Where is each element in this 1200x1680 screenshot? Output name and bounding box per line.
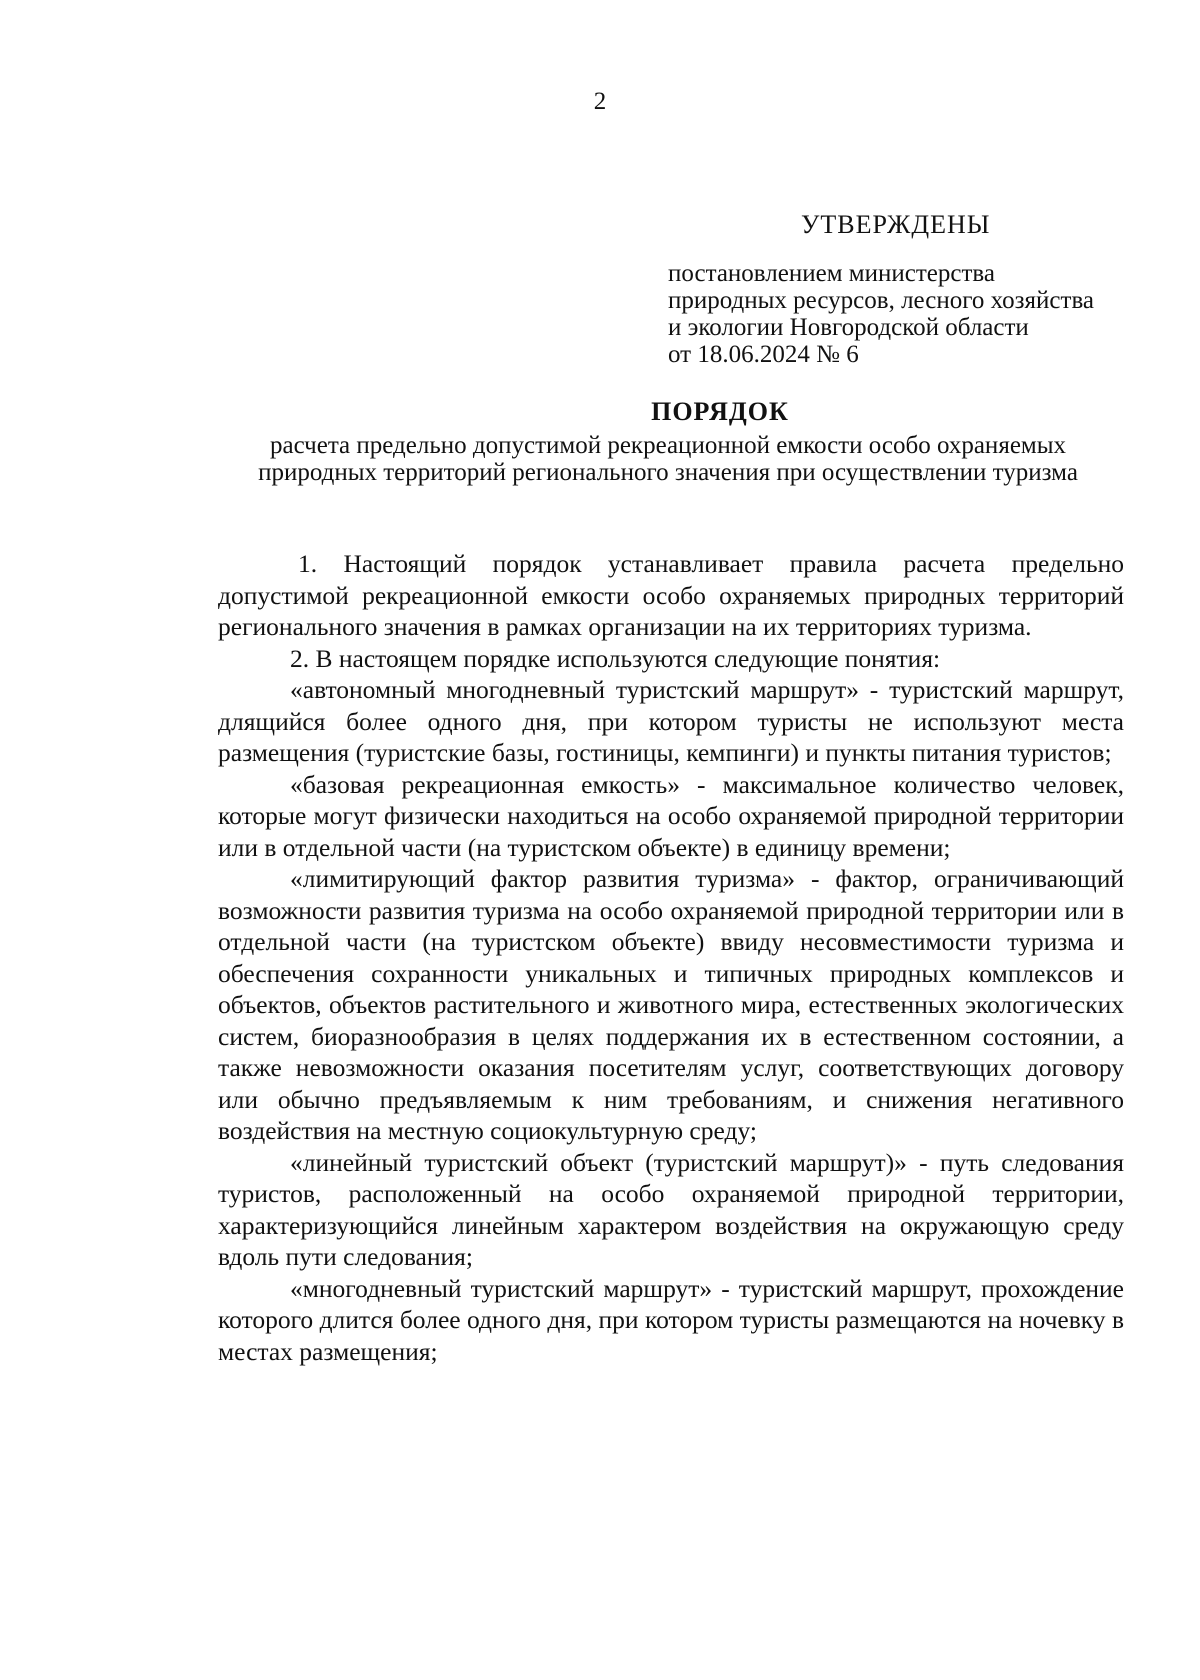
document-body	[218, 548, 1124, 1367]
approval-heading: УТВЕРЖДЕНЫ	[801, 210, 991, 239]
definition-autonomous-route: «автономный многодневный туристский маршрут» - туристский маршрут, длящийся более одного дня, при котором туристы не используют места размещения (туристские базы, гостиницы, кемпинги) и пункты питания туристов;	[218, 675, 1124, 767]
definition-multiday-route: «многодневный туристский маршрут» - туристский маршрут, прохождение которого длится более одного дня, при котором туристы размещаются на ночевку в местах размещения;	[218, 1273, 1124, 1366]
paragraph-item-1: 1. Настоящий порядок устанавливает правила расчета предельно допустимой рекреационной емкости особо охраняемых природных территорий регионального значения в рамках организации на их территориях туризма.	[218, 549, 1124, 641]
approval-line: природных ресурсов, лесного хозяйства	[668, 287, 1095, 314]
definition-base-capacity: «базовая рекреационная емкость» - максимальное количество человек, которые могут физически находиться на особо охраняемой природной территории или в отдельной части (на туристском объекте) в единицу времени;	[218, 769, 1124, 862]
paragraph-item-2: 2. В настоящем порядке используются следующие понятия:	[290, 643, 941, 673]
subtitle-line: расчета предельно допустимой рекреационной емкости особо охраняемых	[269, 432, 1067, 459]
definition-limiting-factor: «лимитирующий фактор развития туризма» - фактор, ограничивающий возможности развития туризма на особо охраняемой природной территории или в отдельной части (на туристском объекте) ввиду несовместимости туризма и обеспечения сохранности уникальных и типичных природных комплексов и объектов, объектов растительного и животного мира, естественных экологических систем, биоразнообразия в целях поддержания их в естественном состоянии, а также невозможности оказания посетителям услуг, соответствующих договору или обычно предъявляемым к ним требованиям, и снижения негативного воздействия на местную социокультурную среду;	[218, 864, 1124, 1145]
approval-line: постановлением министерства	[668, 260, 995, 287]
document-subtitle	[218, 432, 1118, 486]
document-title: ПОРЯДОК	[651, 397, 789, 426]
approval-date-line: от 18.06.2024 № 6	[668, 341, 859, 368]
approval-block	[668, 208, 1158, 368]
approval-line: и экологии Новгородской области	[668, 314, 1029, 341]
page-number: 2	[593, 88, 607, 115]
definition-linear-object: «линейный туристский объект (туристский маршрут)» - путь следования туристов, расположенный на особо охраняемой природной территории, характеризующийся линейным характером воздействия на окружающую среду вдоль пути следования;	[218, 1147, 1124, 1271]
subtitle-line: природных территорий регионального значения при осуществлении туризма	[258, 459, 1078, 486]
